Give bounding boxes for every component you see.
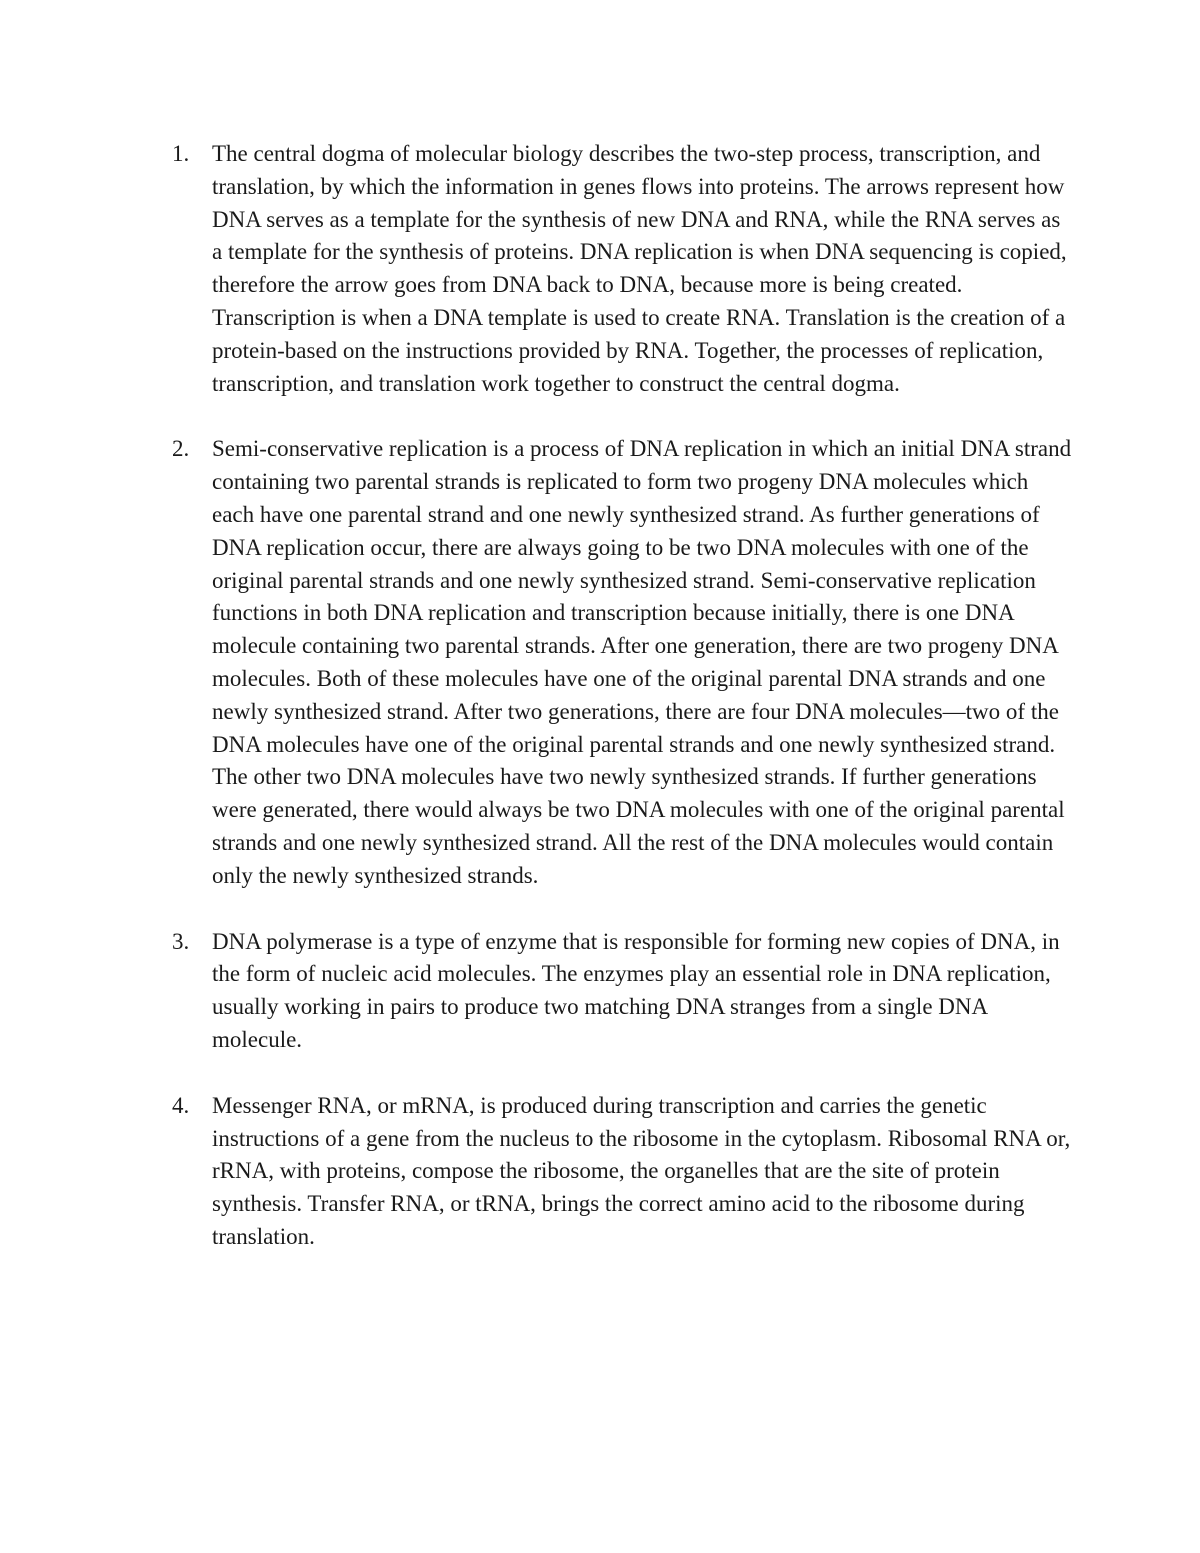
list-item-3 [172, 926, 1072, 1057]
item-number: 3. [172, 928, 190, 954]
item-number: 2. [172, 436, 190, 462]
item-text: Messenger RNA, or mRNA, is produced during transcription and carries the genetic instructions of a gene from the nucleus to the ribosome in the cytoplasm. Ribosomal RNA or, rRNA, with proteins, compose the ribosome, the organelles that are the site of protein synthesis. Transfer RNA, or tRNA, brings the correct amino acid to the ribosome during translation. [212, 1092, 1071, 1249]
item-text: Semi-conservative replication is a process of DNA replication in which an initial DNA strand containing two parental strands is replicated to form two progeny DNA molecules which each have one parental strand and one newly synthesized strand. As further generations of DNA replication occur, there are always going to be two DNA molecules with one of the original parental strands and one newly synthesized strand. Semi-conservative replication functions in both DNA replication and transcription because initially, there is one DNA molecule containing two parental strands. After one generation, there are two progeny DNA molecules. Both of these molecules have one of the original parental DNA strands and one newly synthesized strand. After two generations, there are four DNA molecules—two of the DNA molecules have one of the original parental strands and one newly synthesized strand. The other two DNA molecules have two newly synthesized strands. If further generations were generated, there would always be two DNA molecules with one of the original parental strands and one newly synthesized strand. All the rest of the DNA molecules would contain only the newly synthesized strands. [212, 436, 1072, 888]
item-text: The central dogma of molecular biology describes the two-step process, transcription, and translation, by which the information in genes flows into proteins. The arrows represent how DNA serves as a template for the synthesis of new DNA and RNA, while the RNA serves as a template for the synthesis of proteins. DNA replication is when DNA sequencing is copied, therefore the arrow goes from DNA back to DNA, because more is being created. Transcription is when a DNA template is used to create RNA. Translation is the creation of a protein-based on the instructions provided by RNA. Together, the processes of replication, transcription, and translation work together to construct the central dogma. [212, 141, 1067, 396]
item-text: DNA polymerase is a type of enzyme that is responsible for forming new copies of DNA, in the form of nucleic acid molecules. The enzymes play an essential role in DNA replication, usually working in pairs to produce two matching DNA stranges from a single DNA molecule. [212, 928, 1060, 1052]
list-item-4 [172, 1090, 1072, 1254]
list-item-2 [172, 433, 1072, 892]
list-item-1 [172, 138, 1072, 400]
item-number: 1. [172, 141, 190, 166]
item-number: 4. [172, 1092, 190, 1118]
answer-list [172, 138, 1072, 1287]
